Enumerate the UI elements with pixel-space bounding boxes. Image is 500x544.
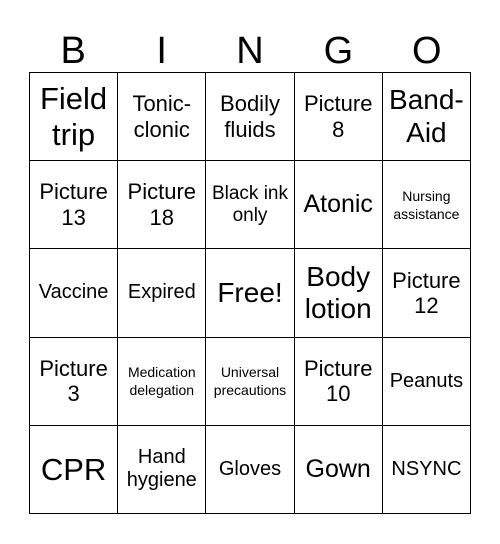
bingo-cell[interactable]: CPR (30, 426, 118, 514)
bingo-cell[interactable]: Medication delegation (118, 338, 206, 426)
bingo-cell[interactable]: Picture 10 (295, 338, 383, 426)
bingo-cell[interactable]: Nursing assistance (383, 161, 471, 249)
bingo-cell[interactable]: Universal precautions (206, 338, 294, 426)
bingo-cell[interactable]: Picture 3 (30, 338, 118, 426)
bingo-cell[interactable]: Picture 8 (295, 73, 383, 161)
header-letter-g: G (323, 30, 354, 72)
bingo-cell[interactable]: Expired (118, 249, 206, 337)
bingo-cell[interactable]: NSYNC (383, 426, 471, 514)
bingo-cell[interactable]: Field trip (30, 73, 118, 161)
bingo-board (29, 72, 471, 514)
bingo-cell[interactable]: Peanuts (383, 338, 471, 426)
bingo-cell[interactable]: Band-Aid (383, 73, 471, 161)
bingo-cell[interactable]: Picture 18 (118, 161, 206, 249)
header-letter-b: B (60, 30, 86, 72)
bingo-cell[interactable]: Atonic (295, 161, 383, 249)
bingo-header (29, 30, 471, 72)
header-letter-i: I (156, 30, 167, 72)
bingo-cell[interactable]: Bodily fluids (206, 73, 294, 161)
bingo-cell[interactable]: Vaccine (30, 249, 118, 337)
bingo-cell[interactable]: Picture 12 (383, 249, 471, 337)
header-letter-o: O (412, 30, 442, 72)
header-letter-n: N (236, 30, 264, 72)
bingo-cell[interactable]: Black ink only (206, 161, 294, 249)
bingo-cell free-space[interactable]: Free! (206, 249, 294, 337)
bingo-cell[interactable]: Tonic-clonic (118, 73, 206, 161)
bingo-cell[interactable]: Hand hygiene (118, 426, 206, 514)
bingo-cell[interactable]: Picture 13 (30, 161, 118, 249)
bingo-cell[interactable]: Gown (295, 426, 383, 514)
bingo-cell[interactable]: Body lotion (295, 249, 383, 337)
bingo-cell[interactable]: Gloves (206, 426, 294, 514)
